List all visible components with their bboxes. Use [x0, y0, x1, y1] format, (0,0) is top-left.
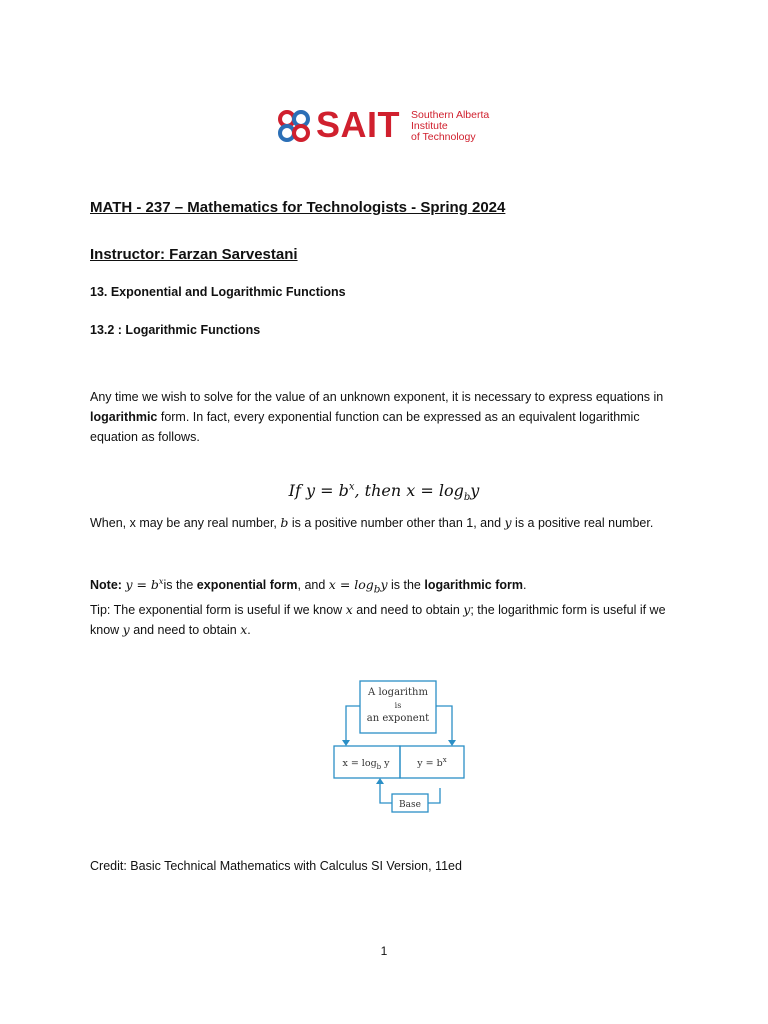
- note-eq-base: b: [373, 583, 381, 596]
- diagram-left-eq-main: x = log: [342, 758, 377, 769]
- diagram-arrow-right: [436, 706, 452, 744]
- formula-exponent: x: [348, 481, 355, 493]
- tip-var: x: [345, 602, 353, 617]
- tip-text: and need to obtain: [129, 623, 241, 637]
- intro-bold: logarithmic: [90, 410, 158, 424]
- tip-var: y: [122, 622, 130, 637]
- tip-text: Tip: The exponential form is useful if we know: [90, 603, 346, 617]
- note-bold: logarithmic form: [424, 578, 523, 593]
- note-eq: x = log: [328, 577, 374, 593]
- diagram-top-line2: is: [394, 701, 402, 710]
- definition-formula: [0, 481, 768, 503]
- diagram-arrow-left: [346, 706, 360, 744]
- chapter-heading: 13. Exponential and Logarithmic Functions: [90, 285, 346, 299]
- tip-var: x: [240, 622, 248, 637]
- logo-tagline: [411, 110, 489, 143]
- tip-text: .: [247, 623, 251, 637]
- instructor-name: Instructor: Farzan Sarvestani: [90, 246, 298, 263]
- tip-text: ; the logarithmic form is useful if we know: [90, 603, 666, 637]
- logarithm-diagram: [330, 676, 470, 816]
- diagram-base-label: Base: [399, 800, 421, 810]
- diagram-right-eq: [416, 756, 446, 769]
- note-eq-exp: x: [158, 577, 164, 586]
- intro-paragraph: [90, 387, 690, 447]
- arrowhead-icon: [376, 778, 384, 784]
- diagram-left-eq-base: b: [376, 763, 382, 771]
- conditions-text: is a positive number other than 1, and: [288, 516, 505, 530]
- note-label: Note:: [90, 578, 122, 593]
- page-number: 1: [380, 944, 388, 958]
- logo-tagline-line: of Technology: [411, 131, 476, 143]
- note-text: is the: [387, 578, 425, 593]
- formula-then: , then x = log: [354, 481, 464, 500]
- sait-emblem-icon: [276, 108, 312, 144]
- sait-logo: [276, 106, 496, 146]
- note-eq: y: [380, 577, 388, 593]
- formula-arg: y: [470, 481, 480, 500]
- logo-tagline-line: Southern Alberta: [411, 109, 490, 121]
- conditions-var: b: [280, 515, 289, 530]
- note-text: .: [522, 578, 527, 593]
- conditions-var: y: [504, 515, 512, 530]
- intro-text: form. In fact, every exponential function can be expressed as an equivalent logarithmic equation as follows.: [90, 410, 640, 444]
- intro-text: Any time we wish to solve for the value of an unknown exponent, it is necessary to express equations in: [90, 390, 664, 404]
- diagram-left-eq: [342, 758, 390, 771]
- subsection-heading: 13.2 : Logarithmic Functions: [90, 323, 261, 337]
- diagram-right-eq-main: y = b: [417, 758, 443, 769]
- formula-if: If y = b: [288, 481, 349, 500]
- conditions-paragraph: [90, 513, 690, 533]
- credit-line: Credit: Basic Technical Mathematics with Calculus SI Version, 11ed: [90, 859, 462, 873]
- tip-text: and need to obtain: [352, 603, 464, 617]
- conditions-text: When, x may be any real number,: [90, 516, 281, 530]
- diagram-right-eq-exp: x: [442, 756, 447, 764]
- conditions-text: is a positive real number.: [511, 516, 654, 530]
- logo-tagline-line: Institute: [411, 120, 448, 132]
- tip-paragraph: [90, 600, 690, 640]
- course-title: MATH - 237 – Mathematics for Technologists - Spring 2024: [90, 199, 506, 216]
- formula-base: b: [463, 492, 471, 504]
- note-eq: y = b: [125, 577, 159, 593]
- note-paragraph: [90, 572, 690, 600]
- arrowhead-icon: [342, 740, 350, 746]
- diagram-top-line3: an exponent: [366, 713, 430, 724]
- note-bold: exponential form: [196, 578, 298, 593]
- tip-var: y: [463, 602, 471, 617]
- diagram-left-eq-arg: y: [381, 758, 390, 769]
- note-text: is the: [163, 578, 197, 593]
- diagram-top-line1: A logarithm: [368, 687, 428, 698]
- logo-wordmark: SAIT: [316, 104, 401, 145]
- note-text: , and: [297, 578, 329, 593]
- arrowhead-icon: [448, 740, 456, 746]
- diagram-line-base: [428, 788, 440, 803]
